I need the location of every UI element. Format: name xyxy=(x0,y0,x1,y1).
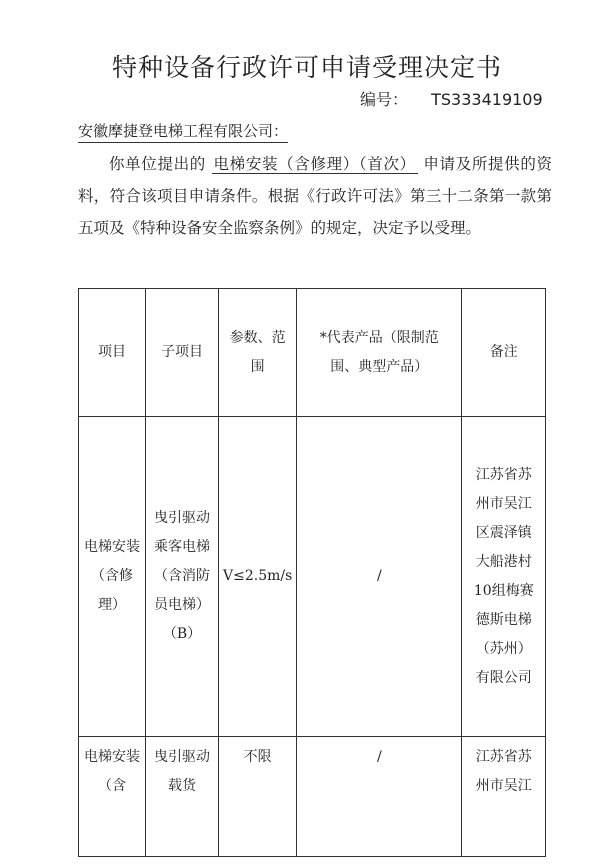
table-cell: 江苏省苏州市吴江区震泽镇大船港村10组梅赛德斯电梯（苏州）有限公司 xyxy=(462,417,546,737)
table-cell: 江苏省苏州市吴江 xyxy=(462,737,546,857)
table-header-row xyxy=(79,289,546,417)
document-number xyxy=(360,87,543,110)
table-cell: / xyxy=(297,737,462,857)
body-lead: 你单位提出的 xyxy=(109,155,206,173)
header-cell: *代表产品（限制范围、典型产品） xyxy=(297,289,462,417)
document-number-label: 编号： xyxy=(360,90,409,109)
table-row xyxy=(79,417,546,737)
header-cell: 项目 xyxy=(79,289,146,417)
document-number-value: TS333419109 xyxy=(431,90,543,109)
table-cell: V≤2.5m/s xyxy=(219,417,297,737)
header-cell: 子项目 xyxy=(146,289,219,417)
table-cell: 不限 xyxy=(219,737,297,857)
body-text: 申请及所提供的资料，符合该项目申请条件。根据《行政许可法》第三十二条第一款第五项及《特种设备安全监察条例》的规定，决定予以受理。 xyxy=(78,155,552,237)
document-title: 特种设备行政许可申请受理决定书 xyxy=(111,53,502,82)
body-paragraph xyxy=(78,148,552,244)
header-cell: 参数、范围 xyxy=(219,289,297,417)
header-cell: 备注 xyxy=(462,289,546,417)
table-cell: 曳引驱动乘客电梯（含消防员电梯）（B） xyxy=(146,417,219,737)
table-cell: 曳引驱动载货 xyxy=(146,737,219,857)
table-cell: / xyxy=(297,417,462,737)
table-row xyxy=(79,737,546,857)
body-item: 电梯安装（含修理）（首次） xyxy=(213,155,416,173)
table-cell: 电梯安装（含修理） xyxy=(79,417,146,737)
recipient: 安徽摩捷登电梯工程有限公司： xyxy=(78,120,288,143)
permit-table xyxy=(78,288,546,857)
table-cell: 电梯安装（含 xyxy=(79,737,146,857)
